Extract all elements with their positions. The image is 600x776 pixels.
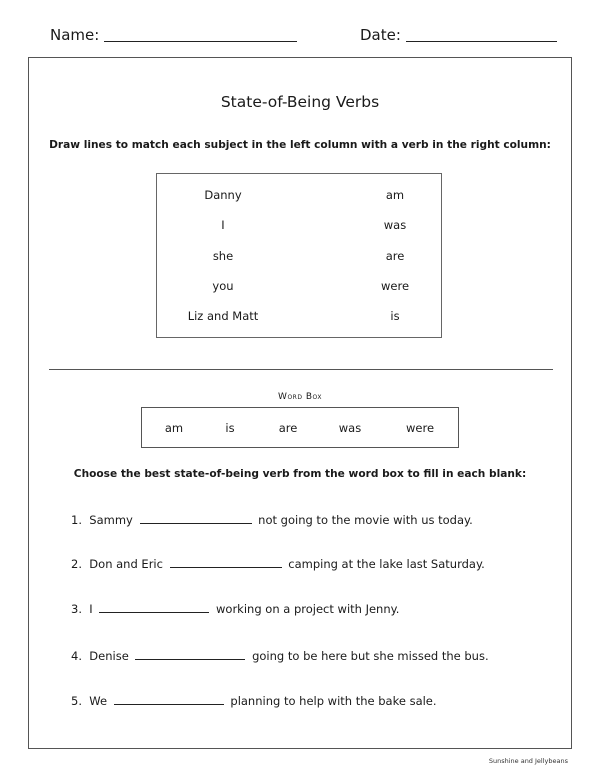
subject-item[interactable]: Liz and Matt: [187, 309, 259, 323]
name-label: Name:: [50, 26, 100, 44]
word-box-word: were: [405, 421, 435, 435]
question-number: 5.: [71, 694, 82, 708]
date-label: Date:: [360, 26, 401, 44]
question-2: [71, 556, 485, 571]
verb-item[interactable]: are: [385, 249, 405, 263]
question-rest: going to be here but she missed the bus.: [252, 649, 489, 663]
subject-item[interactable]: you: [212, 279, 234, 293]
question-subject: We: [89, 694, 108, 708]
verb-item[interactable]: am: [385, 188, 405, 202]
question-number: 3.: [71, 602, 82, 616]
question-rest: camping at the lake last Saturday.: [288, 557, 485, 571]
question-subject: Don and Eric: [89, 557, 163, 571]
subject-item[interactable]: I: [221, 218, 225, 232]
word-box-word: am: [164, 421, 184, 435]
question-number: 1.: [71, 513, 82, 527]
worksheet-frame: [28, 57, 572, 749]
verb-item[interactable]: was: [383, 218, 407, 232]
subject-item[interactable]: Danny: [204, 188, 242, 202]
answer-blank[interactable]: [114, 693, 224, 705]
date-line[interactable]: [406, 41, 557, 42]
question-rest: working on a project with Jenny.: [216, 602, 400, 616]
name-line[interactable]: [104, 41, 297, 42]
question-subject: Sammy: [89, 513, 133, 527]
matching-instruction: Draw lines to match each subject in the left column with a verb in the right column:: [49, 139, 551, 151]
question-4: [71, 648, 489, 663]
question-3: [71, 601, 399, 616]
question-number: 4.: [71, 649, 82, 663]
page-title: State-of-Being Verbs: [220, 93, 380, 111]
question-subject: I: [89, 602, 93, 616]
section-divider: [49, 369, 553, 370]
question-1: [71, 512, 473, 527]
word-box-word: is: [225, 421, 235, 435]
subject-item[interactable]: she: [212, 249, 234, 263]
question-rest: planning to help with the bake sale.: [230, 694, 437, 708]
answer-blank[interactable]: [135, 648, 245, 660]
verb-item[interactable]: is: [390, 309, 400, 323]
fill-in-instruction: Choose the best state-of-being verb from the word box to fill in each blank:: [73, 468, 527, 480]
verb-item[interactable]: were: [380, 279, 410, 293]
answer-blank[interactable]: [99, 601, 209, 613]
credit-text: Sunshine and Jellybeans: [488, 757, 568, 765]
word-box-word: are: [278, 421, 298, 435]
question-number: 2.: [71, 557, 82, 571]
date-field[interactable]: [360, 26, 401, 44]
word-box: [141, 407, 459, 448]
name-field[interactable]: [50, 26, 99, 44]
question-subject: Denise: [89, 649, 129, 663]
question-rest: not going to the movie with us today.: [258, 513, 473, 527]
matching-box: [156, 173, 442, 338]
word-box-label: Word Box: [278, 392, 322, 402]
word-box-word: was: [338, 421, 362, 435]
question-5: [71, 693, 437, 708]
answer-blank[interactable]: [170, 556, 282, 568]
answer-blank[interactable]: [140, 512, 252, 524]
